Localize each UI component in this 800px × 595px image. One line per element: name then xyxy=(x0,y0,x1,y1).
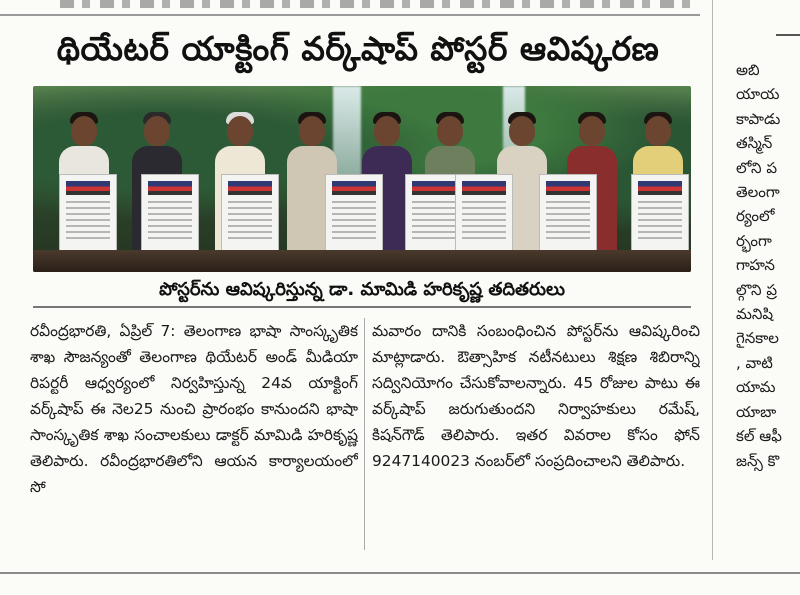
workshop-poster xyxy=(455,174,513,254)
bottom-divider xyxy=(0,572,800,574)
adjacent-line: కాపాడు xyxy=(736,109,781,128)
adjacent-line: ర్భంగా xyxy=(736,231,772,250)
adjacent-line: తస్మిన్ xyxy=(736,134,773,153)
top-divider xyxy=(0,14,700,16)
adjacent-line: యాబా xyxy=(736,402,777,421)
workshop-poster xyxy=(59,174,117,254)
adjacent-line: కల్ ఆఫీ xyxy=(736,427,782,446)
stage-floor xyxy=(33,250,691,272)
adjacent-line: అబి xyxy=(736,61,760,79)
event-photo xyxy=(33,86,691,272)
adjacent-line: గైనకాల xyxy=(736,329,779,348)
adjacent-line: గాహన xyxy=(736,256,775,275)
adjacent-line: జన్స్ కొ xyxy=(736,451,780,470)
article-body-column-2: మవారం దానికి సంబంధించిన పోస్టర్‌ను ఆవిష్కరించి మాట్లాడారు. ఔత్సాహిక నటీనటులు శిక్షణ శిబిరాన్ని సద్వినియోగం చేసుకోవాలన్నారు. 45 రోజుల పాటు ఈ వర్క్‌షాప్ జరుగుతుందని నిర్వాహకులు రమేష్, కిషన్‌గౌడ్ తెలిపారు. ఇతర వివరాల కోసం ఫోన్ 9247140023 నంబర్‌లో సంప్రదించాలని తెలిపారు. xyxy=(372,322,700,470)
workshop-poster xyxy=(221,174,279,254)
adjacent-line: ర్యంలో xyxy=(736,207,775,226)
workshop-poster xyxy=(539,174,597,254)
column-divider xyxy=(364,318,365,550)
article-body-column-1: రవీంద్రభారతి, ఏప్రిల్ 7: తెలంగాణ భాషా సాంస్కృతిక శాఖ సౌజన్యంతో తెలంగాణ థియేటర్ అండ్ మీడియా రిపర్టరీ ఆధ్వర్యంలో నిర్వహిస్తున్న 24వ యాక్టింగ్ వర్క్‌షాప్ ఈ నెల25 నుంచి ప్రారంభం కానుందని భాషా సాంస్కృతిక శాఖ సంచాలకులు డాక్టర్ మామిడి హరికృష్ణ తెలిపారు. రవీంద్రభారతిలోని ఆయన కార్యాలయంలో సో xyxy=(30,322,358,496)
adjacent-line: మనిషి xyxy=(736,305,774,324)
photo-caption: పోస్టర్‌ను ఆవిష్కరిస్తున్న డా. మామిడి హరికృష్ణ తదితరులు xyxy=(33,274,691,308)
adjacent-line: తెలంగా xyxy=(736,183,780,202)
workshop-poster xyxy=(631,174,689,254)
adjacent-article-divider xyxy=(712,0,713,560)
adjacent-article-column xyxy=(736,58,800,558)
workshop-poster xyxy=(325,174,383,254)
adjacent-line: ల్గొని ప్ర xyxy=(736,280,778,299)
adjacent-line: యామ xyxy=(736,378,776,397)
article-headline: థియేటర్ యాక్టింగ్ వర్క్‌షాప్ పోస్టర్ ఆవిష్కరణ xyxy=(56,29,660,68)
adjacent-article-dash xyxy=(776,34,800,36)
adjacent-line: లోని ప xyxy=(736,158,778,177)
adjacent-line: యాయ xyxy=(736,85,780,104)
workshop-poster xyxy=(141,174,199,254)
adjacent-line: , వాటి xyxy=(736,353,773,372)
previous-article-text-strip xyxy=(60,0,690,10)
